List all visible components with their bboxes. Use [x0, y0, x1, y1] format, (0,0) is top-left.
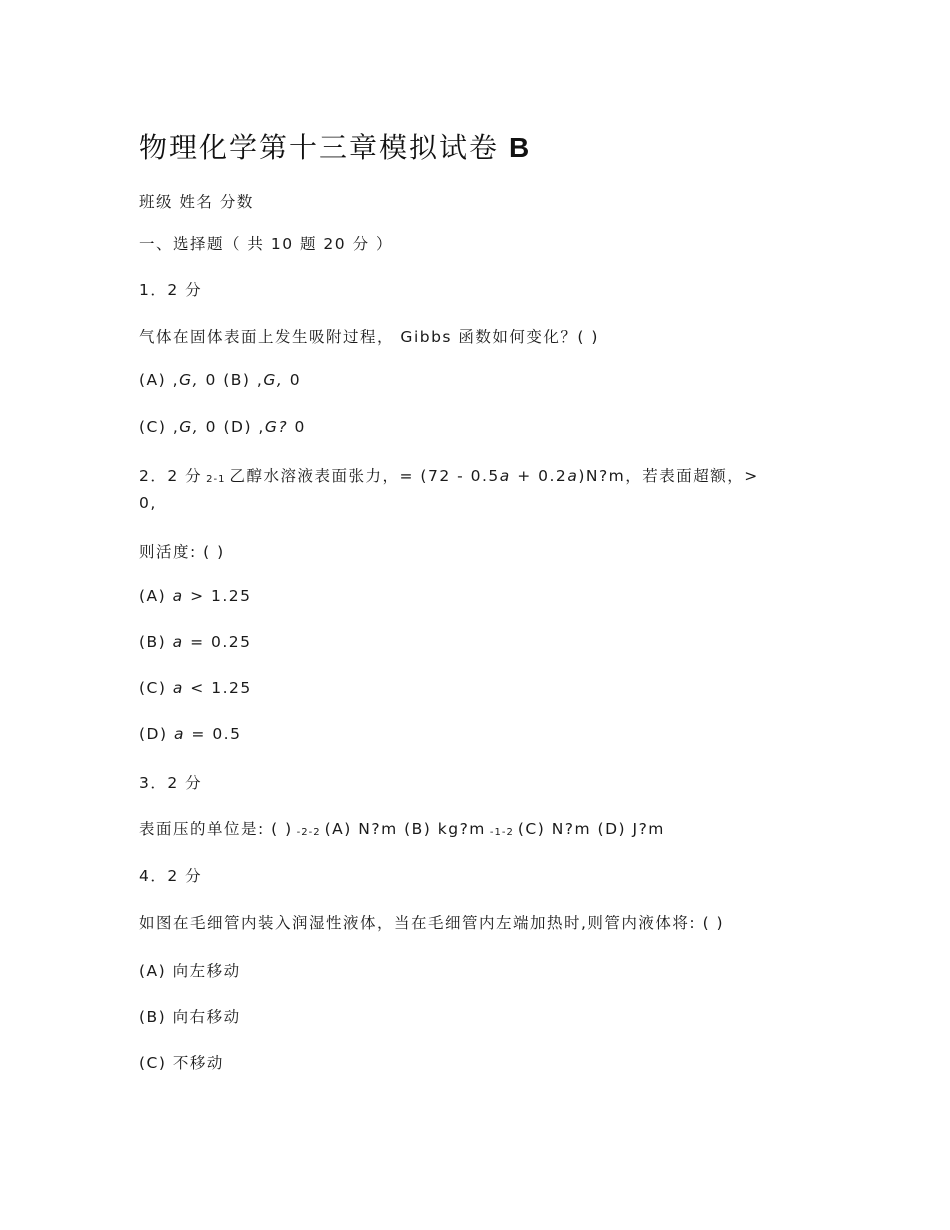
q3-sup2: -1-2 — [489, 827, 514, 838]
q4-option-a: (A) 向左移动 — [139, 962, 241, 980]
q2-option-d-label: (D) — [139, 725, 168, 743]
q2-option-a-var: a — [172, 587, 184, 605]
q2-header — [139, 464, 809, 515]
header-fields: 班级 姓名 分数 — [139, 193, 254, 211]
q2-option-d-value: = 0.5 — [191, 725, 242, 743]
q2-option-c — [139, 679, 252, 697]
title-text: 物理化学第十三章模拟试卷 — [139, 131, 500, 164]
q1-option-c-symbol: G, — [179, 418, 200, 436]
q2-option-d-var: a — [173, 725, 185, 743]
q1-option-b-value: 0 — [289, 371, 302, 389]
q1-number: 1．2 分 — [139, 281, 203, 299]
q2-number: 2．2 分 — [139, 467, 203, 485]
q2-option-b-label: (B) — [139, 633, 167, 651]
q2-option-c-var: a — [172, 679, 184, 697]
q2-option-c-value: < 1.25 — [190, 679, 252, 697]
q2-stem-cont: 0, — [139, 494, 157, 512]
q2-stem-part1: 乙醇水溶液表面张力，= (72 - 0.5 — [229, 467, 500, 485]
q3-number: 3．2 分 — [139, 774, 203, 792]
q2-option-b — [139, 633, 252, 651]
section-heading: 一、选择题（ 共 10 题 20 分 ） — [139, 235, 394, 253]
q4-stem: 如图在毛细管内装入润湿性液体，当在毛细管内左端加热时,则管内液体将: ( ) — [139, 914, 725, 932]
q2-stem-part3: )N?m，若表面超额，> — [578, 467, 759, 485]
q1-option-d-value: 0 — [294, 418, 306, 436]
q2-stem-part2: + 0.2 — [517, 467, 568, 485]
q2-option-c-label: (C) — [139, 679, 167, 697]
q1-options-ab — [139, 371, 301, 389]
q2-option-b-value: = 0.25 — [190, 633, 252, 651]
q2-superscript: 2-1 — [206, 474, 226, 485]
q1-option-a-symbol: G, — [179, 371, 200, 389]
q2-option-a-label: (A) — [139, 587, 167, 605]
q2-option-b-var: a — [172, 633, 184, 651]
q3-stem — [139, 817, 665, 839]
q3-sup1: -2-2 — [296, 827, 321, 838]
title-suffix: B — [509, 132, 532, 163]
q1-option-b-symbol: G, — [263, 371, 284, 389]
q1-option-c-label: (C) , — [139, 418, 180, 436]
q3-stem-part1: 表面压的单位是: ( ) — [139, 820, 293, 838]
q4-option-b: (B) 向右移动 — [139, 1008, 241, 1026]
q1-stem: 气体在固体表面上发生吸附过程， Gibbs 函数如何变化？( ) — [139, 328, 599, 346]
document-title — [139, 126, 531, 166]
q1-option-cd-mid: 0 (D) , — [205, 418, 265, 436]
q4-option-c: (C) 不移动 — [139, 1054, 224, 1072]
q3-stem-part2: (A) N?m (B) kg?m — [324, 820, 486, 838]
q2-option-a-value: > 1.25 — [190, 587, 252, 605]
q2-option-d — [139, 725, 241, 743]
q1-option-d-symbol: G? — [264, 418, 289, 436]
q2-option-a — [139, 587, 252, 605]
q1-options-cd — [139, 418, 306, 436]
q1-option-ab-mid: 0 (B) , — [205, 371, 264, 389]
q2-stem-a2: a — [567, 467, 579, 485]
q3-stem-part3: (C) N?m (D) J?m — [517, 820, 665, 838]
q4-number: 4．2 分 — [139, 867, 203, 885]
q1-option-a-label: (A) , — [139, 371, 180, 389]
q2-prompt: 则活度: ( ) — [139, 543, 225, 561]
q2-stem-a1: a — [499, 467, 511, 485]
